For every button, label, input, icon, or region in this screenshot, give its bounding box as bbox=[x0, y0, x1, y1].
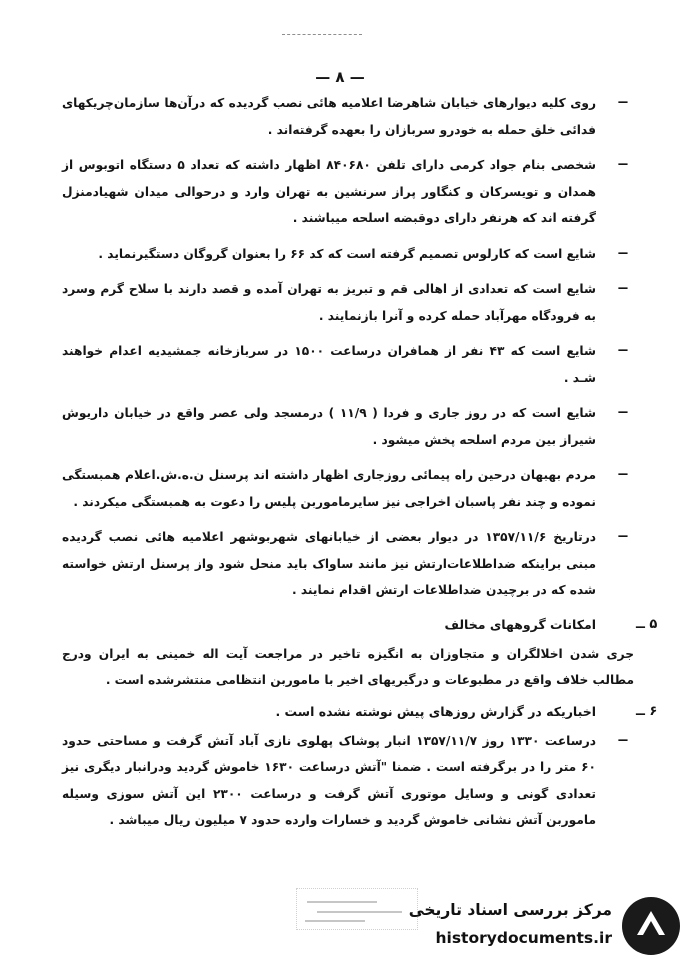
list-item bbox=[62, 400, 634, 453]
list-item bbox=[62, 90, 634, 143]
top-handwritten-mark bbox=[282, 28, 362, 35]
section-5-text: جری شدن اخلالگران و متجاوزان به انگیزه تاخیر در مراجعت آیت اله خمینی به ایران ودرج مطالب خلاف واقع در مطبوعات و درگیریهای اخیر با ماموربن انتظامی منتشرشده است . bbox=[62, 646, 634, 687]
bullet-dash: ــ bbox=[618, 526, 628, 541]
bullet-dash: ــ bbox=[618, 92, 628, 107]
item-text: مردم بهبهان درحین راه پیمائی روزجاری اظهار داشته اند پرسنل ن.ه.ش.اعلام همبستگی نموده و چند نفر پاسبان اخراجی نیز سایرماموربن پلیس را دعوت به همبستگی میکردند . bbox=[62, 468, 596, 509]
item-text: درساعت ۱۳۳۰ روز ۱۳۵۷/۱۱/۷ انبار پوشاک پهلوی نازی آباد آتش گرفت و مساحتی حدود ۶۰ متر را در برگرفته است . ضمنا "آتش درساعت ۱۶۳۰ خاموش گردید ودرانبار دیگری نیز تعدادی گونی و وسایل موتوری آتش گرفت و درساعت ۲۳۰۰ این آتش سوزی وسیله ماموربن آتش نشانی خاموش گردید و خسارات وارده حدود ۷ میلیون ریال میباشد . bbox=[62, 733, 596, 827]
section-5-heading bbox=[62, 613, 658, 637]
item-text: شایع است که در روز جاری و فردا ( ۱۱/۹ ) درمسجد ولی عصر واقع در خیابان داریوش شیراز بین مردم اسلحه پخش میشود . bbox=[62, 406, 596, 447]
history-documents-logo-icon bbox=[620, 895, 682, 957]
bullet-dash: ــ bbox=[618, 729, 628, 745]
bullet-dash: ــ bbox=[618, 154, 628, 169]
section-5-title: امکانات گروههای مخالف bbox=[444, 616, 596, 632]
section-6-title: اخباریکه در گزارش روزهای پیش نوشته نشده است . bbox=[275, 703, 596, 719]
list-item bbox=[62, 241, 634, 268]
list-item bbox=[62, 728, 634, 834]
item-text: روی کلیه دیوارهای خیابان شاهرضا اعلامیه هائی نصب گردیده که درآن‌ها سازمان‌چریکهای فدائی خلق حمله به خودرو سربازان را بعهده گرفته‌اند . bbox=[62, 96, 596, 137]
section-6-number: ۶ ــ bbox=[636, 703, 658, 719]
document-body bbox=[62, 90, 658, 843]
bullet-dash: ــ bbox=[618, 278, 628, 293]
bullet-dash: ــ bbox=[618, 464, 628, 479]
bullet-dash: ــ bbox=[618, 340, 628, 355]
item-text: شایع است که ۴۳ نفر از همافران درساعت ۱۵۰۰ در سربازخانه جمشیدیه اعدام خواهند شـد . bbox=[62, 344, 596, 385]
list-item bbox=[62, 338, 634, 391]
bullet-dash: ــ bbox=[618, 402, 628, 417]
section-5-number: ۵ ــ bbox=[636, 616, 658, 632]
list-item bbox=[62, 524, 634, 604]
archive-title: مرکز بررسی اسناد تاریخی bbox=[408, 901, 612, 919]
archive-watermark bbox=[392, 891, 682, 961]
list-item bbox=[62, 152, 634, 232]
page-number: — ۸ — bbox=[315, 68, 365, 86]
item-text: شایع است که کارلوس تصمیم گرفته است که کد ۶۶ را بعنوان گروگان دستگیرنماید . bbox=[98, 246, 596, 261]
list-item bbox=[62, 276, 634, 329]
section-6-heading bbox=[62, 700, 658, 724]
archive-url[interactable]: historydocuments.ir bbox=[435, 929, 612, 947]
item-text: شایع است که تعدادی از اهالی قم و تبریز به تهران آمده و قصد دارند با سلاح گرم وسرد به فرودگاه مهرآباد حمله کرده و آنرا بازنمایند . bbox=[62, 282, 596, 323]
list-item bbox=[62, 462, 634, 515]
bullet-dash: ــ bbox=[618, 242, 628, 258]
item-text: درتاریخ ۱۳۵۷/۱۱/۶ در دیوار بعضی از خیابانهای شهربوشهر اعلامیه هائی نصب گردیده مبنی براینکه ضداطلاعات‌ارتش نیز مانند ساواک باید منحل شود واز پرسنل ارتش خواسته شده که در برچیدن ضداطلاعات ارتش اقدام نمایند . bbox=[62, 530, 596, 597]
item-text: شخصی بنام جواد کرمی دارای تلفن ۸۴۰۶۸۰ اظهار داشته که تعداد ۵ دستگاه اتوبوس از همدان و تویسرکان و کنگاور پراز سرنشین به تهران وارد و درحوالی میدان شهیادمنزل گرفته اند که هرنفر دارای دوقبضه اسلحه میباشند . bbox=[62, 158, 596, 225]
